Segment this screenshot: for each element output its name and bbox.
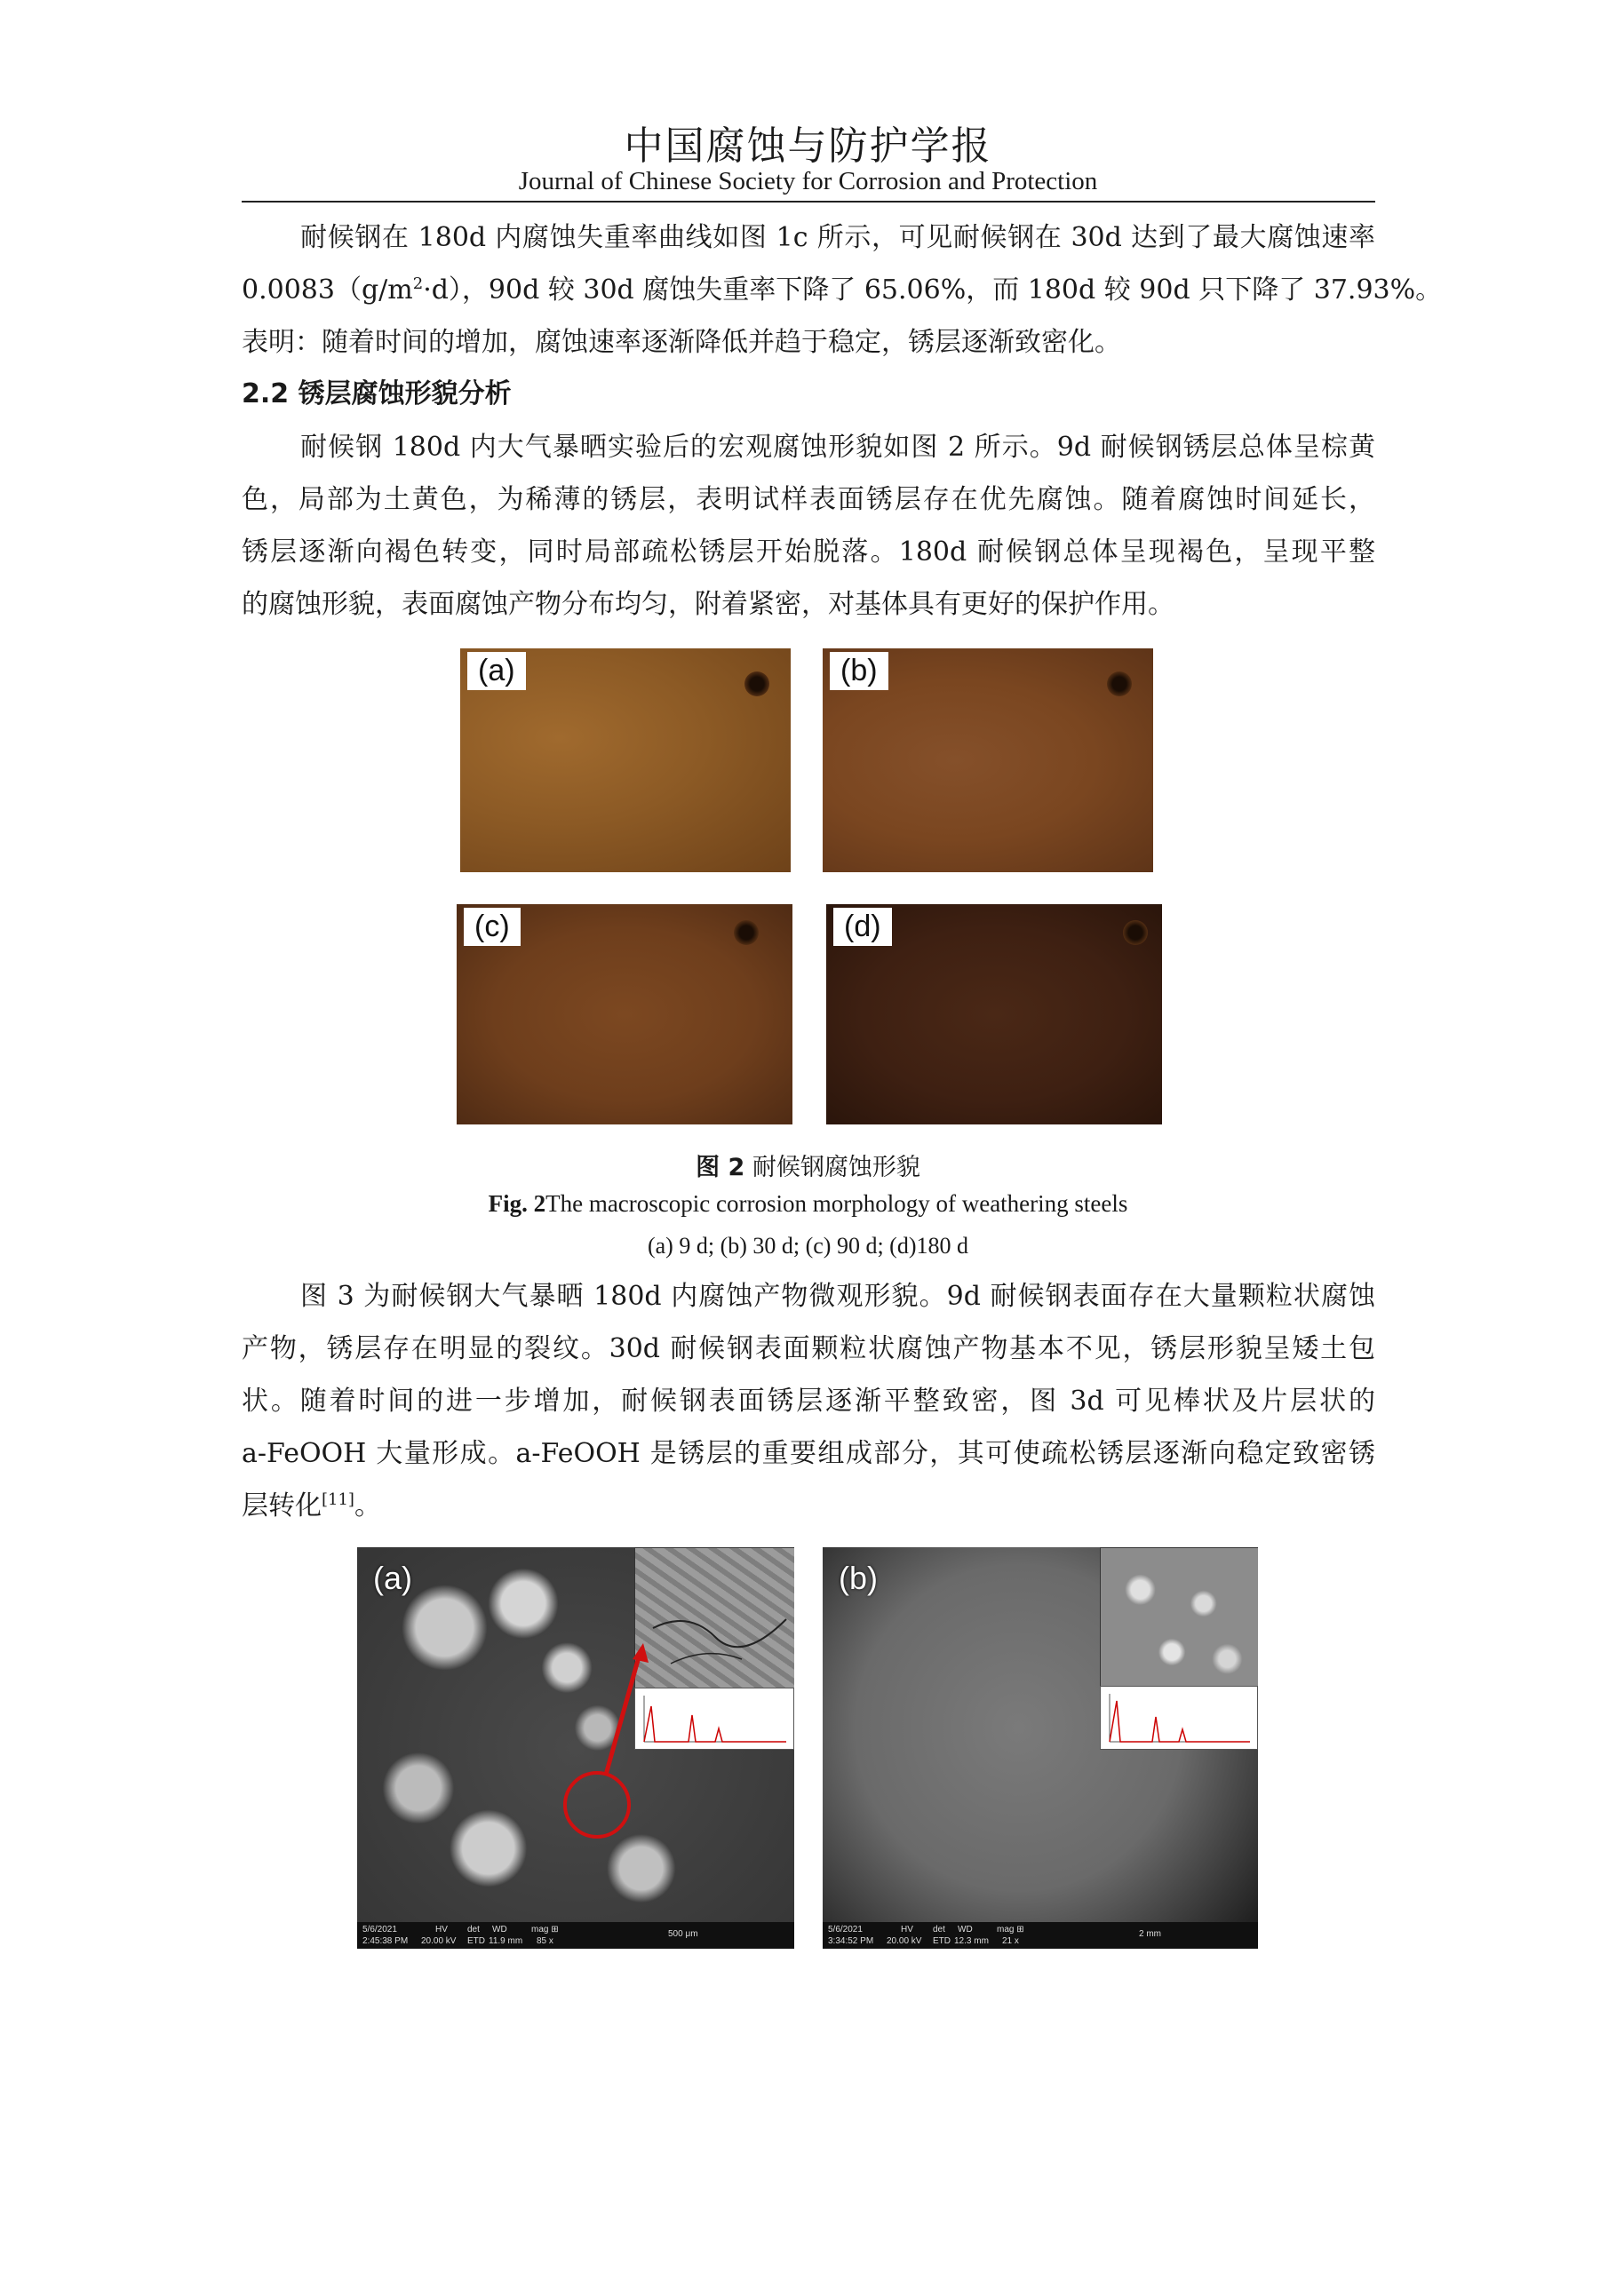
- text-line: a-FeOOH 大量形成。a-FeOOH 是锈层的重要组成部分，其可使疏松锈层逐渐向稳定致密锈: [242, 1438, 1375, 1469]
- section-heading: 2.2 锈层腐蚀形貌分析: [242, 378, 512, 409]
- mounting-hole-icon: [744, 671, 769, 696]
- mounting-hole-icon: [1107, 671, 1132, 696]
- panel-label: (c): [464, 908, 521, 946]
- figure3-panel-b: [823, 1547, 1258, 1949]
- text-line: 表明：随着时间的增加，腐蚀速率逐渐降低并趋于稳定，锈层逐渐致密化。: [242, 327, 1121, 358]
- arrow-head-icon: [633, 1643, 649, 1663]
- figure2-caption-en: Fig. 2The macroscopic corrosion morphology of weathering steels: [488, 1190, 1128, 1217]
- panel-label: (d): [833, 908, 892, 946]
- scale-bar-label: 500 μm: [668, 1929, 698, 1939]
- text-line: 的腐蚀形貌，表面腐蚀产物分布均匀，附着紧密，对基体具有更好的保护作用。: [242, 589, 1174, 620]
- text-line: 层转化[11]。: [242, 1490, 381, 1521]
- sem-info-bar: 5/6/2021 3:34:52 PM HV 20.00 kV det ETD WD 12.3 mm mag ⊞ 21 x 2 mm: [823, 1922, 1258, 1949]
- text-line: 图 3 为耐候钢大气暴晒 180d 内腐蚀产物微观形貌。9d 耐候钢表面存在大量颗粒状腐蚀: [300, 1281, 1375, 1312]
- region-marker-circle: [565, 1773, 629, 1837]
- mounting-hole-icon: [1123, 920, 1148, 945]
- figure2-panel-a: [460, 648, 791, 872]
- text-line: 耐候钢在 180d 内腐蚀失重率曲线如图 1c 所示，可见耐候钢在 30d 达到了最大腐蚀速率: [300, 222, 1375, 253]
- panel-label: (b): [839, 1560, 878, 1596]
- figure2-panel-b: [823, 648, 1153, 872]
- journal-title-cn: 中国腐蚀与防护学报: [624, 123, 992, 169]
- pointer-arrow-line: [606, 1654, 640, 1775]
- text-line: 色，局部为土黄色，为稀薄的锈层，表明试样表面锈层存在优先腐蚀。随着腐蚀时间延长，: [242, 484, 1375, 515]
- paragraph-micro-morphology: [242, 1270, 1375, 1532]
- magnified-inset: [1100, 1547, 1258, 1688]
- text-line: 产物，锈层存在明显的裂纹。30d 耐候钢表面颗粒状腐蚀产物基本不见，锈层形貌呈矮土包: [242, 1333, 1375, 1364]
- header-divider: [242, 201, 1375, 203]
- text-line: 锈层逐渐向褐色转变，同时局部疏松锈层开始脱落。180d 耐候钢总体呈现褐色，呈现平整: [242, 536, 1375, 568]
- scale-bar-label: 2 mm: [1139, 1929, 1161, 1939]
- figure2-panel-d: [826, 904, 1162, 1124]
- paragraph-weight-loss: [242, 211, 1443, 369]
- annotation-overlay: [357, 1547, 794, 1949]
- sem-info-bar: 5/6/2021 2:45:38 PM HV 20.00 kV det ETD WD 11.9 mm mag ⊞ 85 x 500 μm: [357, 1922, 794, 1949]
- eds-spectrum-chart: [1101, 1687, 1257, 1749]
- figure2-caption-cn: 图 2 耐候钢腐蚀形貌: [696, 1154, 920, 1181]
- journal-title-en: Journal of Chinese Society for Corrosion and Protection: [518, 167, 1098, 195]
- panel-label: (a): [373, 1560, 412, 1596]
- paragraph-macro-morphology: [242, 421, 1375, 631]
- mounting-hole-icon: [734, 920, 759, 945]
- figure2-panel-c: [457, 904, 792, 1124]
- panel-label: (a): [467, 652, 526, 690]
- eds-spectrum-inset: [1100, 1686, 1258, 1750]
- text-line: 状。随着时间的进一步增加，耐候钢表面锈层逐渐平整致密，图 3d 可见棒状及片层状的: [242, 1386, 1375, 1417]
- text-line: $0.0083(g/m^2\cdot d)$，90d 较 30d 腐蚀失重率下降了 65.06%，而 180d 较 90d 只下降了 37.93%。: [242, 274, 1443, 306]
- text-line: 耐候钢 180d 内大气暴晒实验后的宏观腐蚀形貌如图 2 所示。9d 耐候钢锈层总体呈棕黄: [300, 432, 1375, 463]
- figure3-panel-a: [357, 1547, 794, 1949]
- panel-label: (b): [830, 652, 888, 690]
- figure2-caption-sub: (a) 9 d; (b) 30 d; (c) 90 d; (d)180 d: [647, 1233, 969, 1259]
